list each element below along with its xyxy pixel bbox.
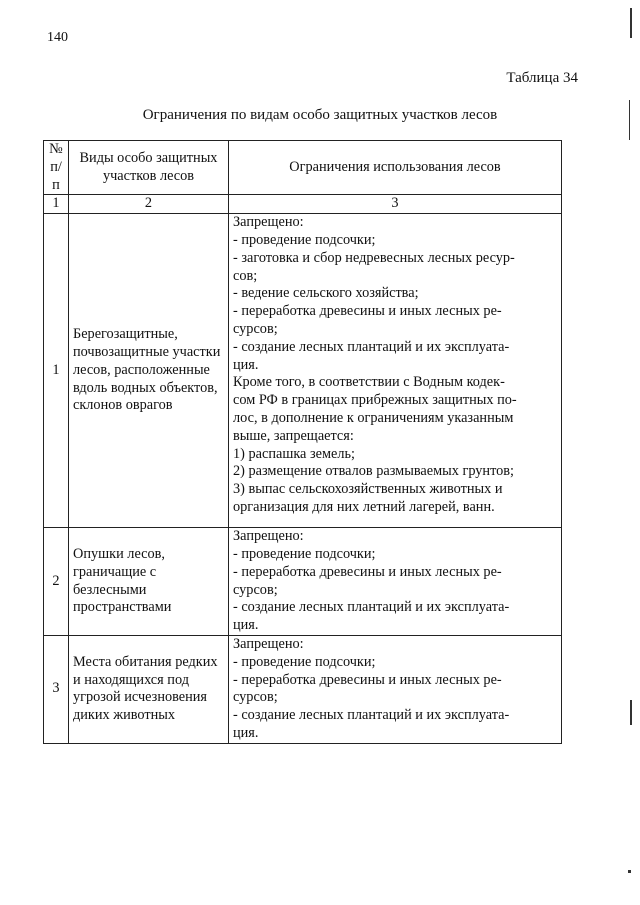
restriction-line: - создание лесных плантаций и их эксплуата- xyxy=(233,707,510,724)
restriction-line: Кроме того, в соответствии с Водным кодек- xyxy=(233,374,505,391)
table-row xyxy=(44,528,562,636)
restriction-line: сурсов; xyxy=(233,581,278,598)
restriction-line: сов; xyxy=(233,267,258,284)
restriction-line: - создание лесных плантаций и их эксплуата- xyxy=(233,599,510,616)
row-restrictions xyxy=(229,635,562,743)
scan-edge-mark xyxy=(629,100,630,140)
restriction-line: 3) выпас сельскохозяйственных животных и xyxy=(233,481,503,498)
row-restrictions xyxy=(229,214,562,528)
restriction-line: сом РФ в границах прибрежных защитных по- xyxy=(233,392,517,409)
index-row xyxy=(44,195,562,214)
page-number: 140 xyxy=(47,30,68,45)
scan-edge-mark xyxy=(630,8,632,38)
restriction-line: - ведение сельского хозяйства; xyxy=(233,285,419,302)
table-title: Ограничения по видам особо защитных участков лесов xyxy=(142,107,498,123)
restriction-line: сурсов; xyxy=(233,320,278,337)
restrictions-table xyxy=(43,140,562,744)
row-kind: Берегозащитные, почвозащитные участки лесов, расположенные вдоль водных объектов, склонов оврагов xyxy=(69,214,229,528)
restriction-line: лос, в дополнение к ограничениям указанным xyxy=(233,409,514,426)
restriction-line: - проведение подсочки; xyxy=(233,231,376,248)
restriction-line: - переработка древесины и иных лесных ре- xyxy=(233,563,502,580)
scan-edge-mark xyxy=(628,870,631,873)
scan-edge-mark xyxy=(630,700,632,725)
restriction-line: - создание лесных плантаций и их эксплуата- xyxy=(233,338,510,355)
restriction-line: Запрещено: xyxy=(233,528,304,545)
restriction-line: - переработка древесины и иных лесных ре- xyxy=(233,303,502,320)
header-row xyxy=(44,141,562,195)
index-cell: 3 xyxy=(229,195,562,214)
row-number: 3 xyxy=(44,635,69,743)
restriction-line: - заготовка и сбор недревесных лесных ресур- xyxy=(233,249,515,266)
row-number: 2 xyxy=(44,528,69,636)
table-row xyxy=(44,214,562,528)
restriction-line: организация для них летний лагерей, ванн. xyxy=(233,498,495,515)
restriction-line: 1) распашка земель; xyxy=(233,445,355,462)
table-number: Таблица 34 xyxy=(506,70,578,86)
row-number: 1 xyxy=(44,214,69,528)
header-kind: Виды особо защитных участков лесов xyxy=(69,141,229,195)
restriction-line: ция. xyxy=(233,356,259,373)
restriction-line: Запрещено: xyxy=(233,214,304,231)
restriction-line: ция. xyxy=(233,617,259,634)
restriction-line: - переработка древесины и иных лесных ре- xyxy=(233,671,502,688)
header-num: № п/п xyxy=(44,141,69,195)
row-kind: Опушки лесов, граничащие с безлесными пространствами xyxy=(69,528,229,636)
restriction-line: Запрещено: xyxy=(233,635,304,652)
restriction-line: выше, запрещается: xyxy=(233,427,354,444)
restriction-line: - проведение подсочки; xyxy=(233,653,376,670)
restriction-line: сурсов; xyxy=(233,689,278,706)
index-cell: 1 xyxy=(44,195,69,214)
header-restrictions: Ограничения использования лесов xyxy=(229,141,562,195)
restriction-line: 2) размещение отвалов размываемых грунтов; xyxy=(233,463,515,480)
row-restrictions xyxy=(229,528,562,636)
table-row xyxy=(44,635,562,743)
restriction-line: ция. xyxy=(233,724,259,741)
row-kind: Места обитания редких и находящихся под угрозой исчезновения диких животных xyxy=(69,635,229,743)
index-cell: 2 xyxy=(69,195,229,214)
restriction-line: - проведение подсочки; xyxy=(233,545,376,562)
